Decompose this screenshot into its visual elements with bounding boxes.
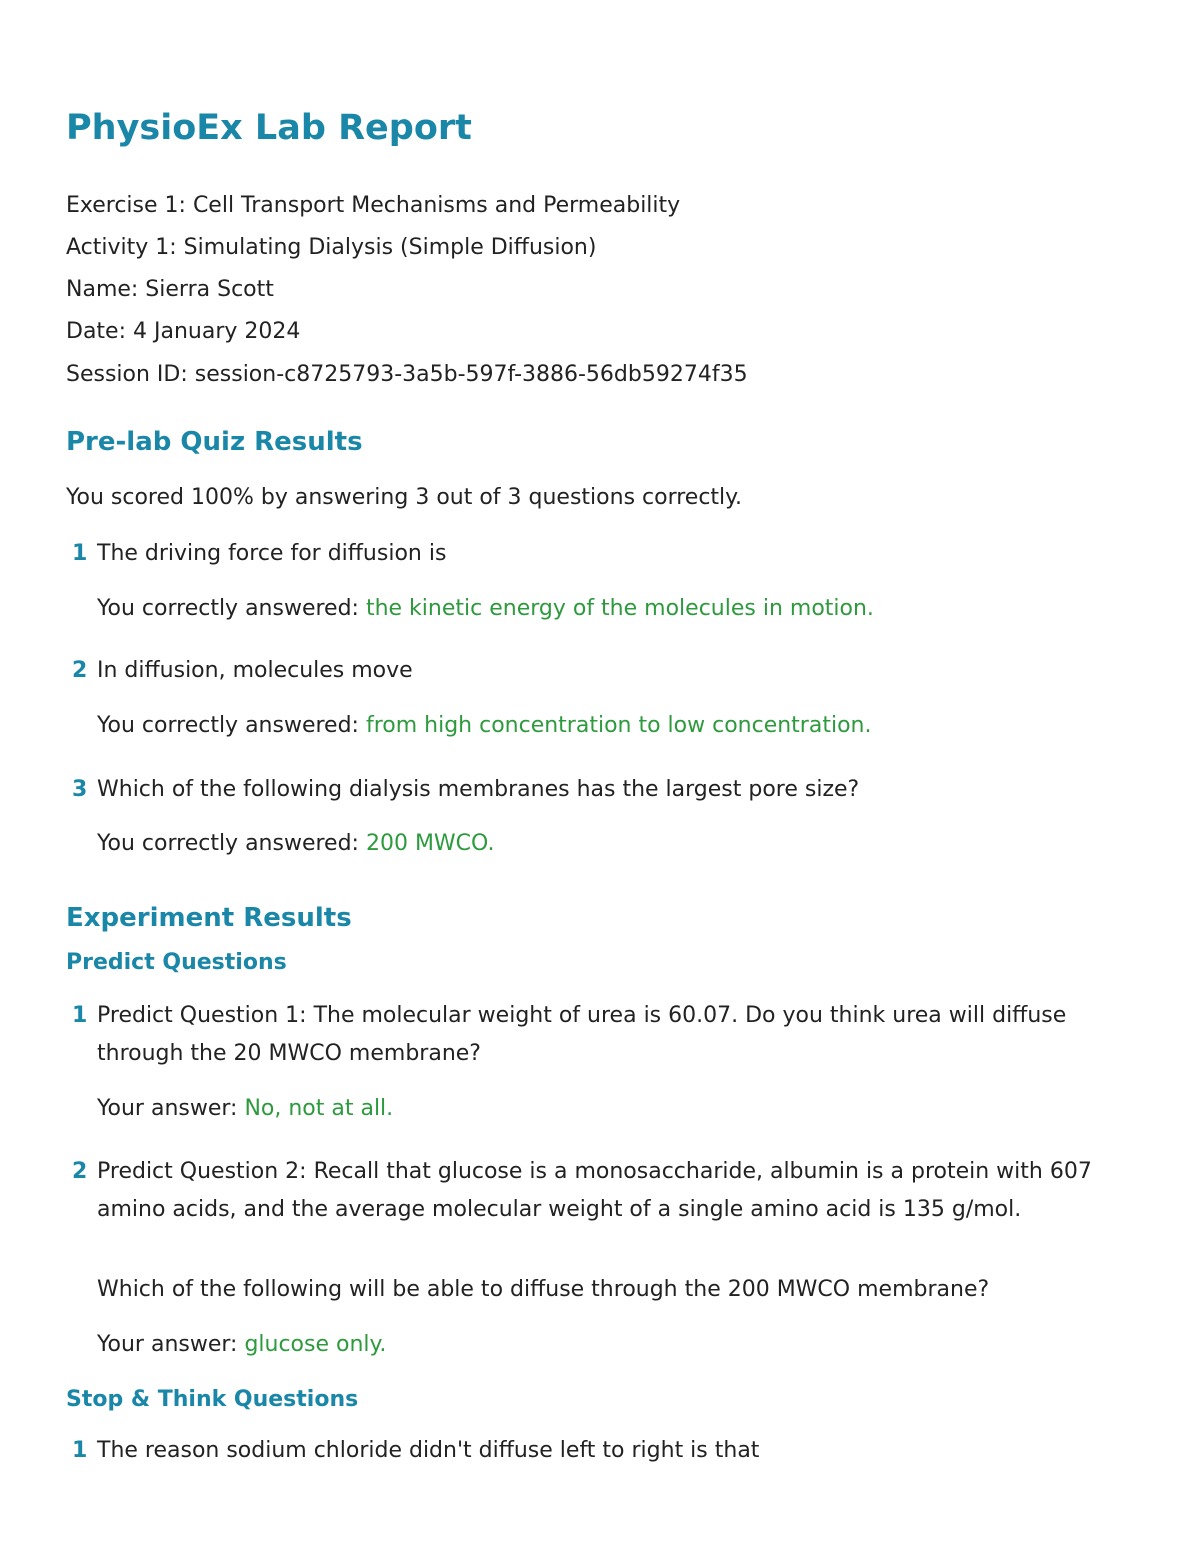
question-text: Which of the following dialysis membranes has the largest pore size? xyxy=(97,777,860,802)
question-text: Predict Question 2: Recall that glucose is a monosaccharide, albumin is a protein with 607 amino acids, and the average molecular weight of a single amino acid is 135 g/mol. xyxy=(97,1159,1092,1222)
question-text: The reason sodium chloride didn't diffuse left to right is that xyxy=(97,1438,760,1463)
prelab-heading: Pre-lab Quiz Results xyxy=(66,427,363,457)
activity-line: Activity 1: Simulating Dialysis (Simple Diffusion) xyxy=(66,235,597,260)
session-id: Session ID: session-c8725793-3a5b-597f-3886-56db59274f35 xyxy=(66,362,748,387)
prelab-score: You scored 100% by answering 3 out of 3 questions correctly. xyxy=(66,485,743,510)
answer-line xyxy=(97,1330,386,1360)
experiment-heading: Experiment Results xyxy=(66,903,352,933)
answer-line xyxy=(97,829,494,859)
question-number: 1 xyxy=(72,1003,88,1028)
answer-prefix: Your answer: xyxy=(97,1332,245,1357)
answer-value: the kinetic energy of the molecules in motion. xyxy=(365,596,874,621)
answer-line xyxy=(97,594,874,624)
answer-value: from high concentration to low concentration. xyxy=(365,713,872,738)
answer-prefix: You correctly answered: xyxy=(97,713,366,738)
report-title: PhysioEx Lab Report xyxy=(66,108,472,148)
question-number: 1 xyxy=(72,1438,88,1463)
answer-value: No, not at all. xyxy=(244,1096,394,1121)
answer-prefix: You correctly answered: xyxy=(97,831,366,856)
question-text: The driving force for diffusion is xyxy=(97,541,447,566)
question-number: 2 xyxy=(72,658,88,683)
exercise-line: Exercise 1: Cell Transport Mechanisms and Permeability xyxy=(66,193,681,218)
question-text: Predict Question 1: The molecular weight of urea is 60.07. Do you think urea will diffuse through the 20 MWCO membrane? xyxy=(97,1003,1067,1066)
stop-think-heading: Stop & Think Questions xyxy=(66,1387,359,1412)
answer-prefix: Your answer: xyxy=(97,1096,245,1121)
question-text: In diffusion, molecules move xyxy=(97,658,413,683)
answer-prefix: You correctly answered: xyxy=(97,596,366,621)
answer-line xyxy=(97,711,871,741)
answer-line xyxy=(97,1094,393,1124)
question-number: 2 xyxy=(72,1159,88,1184)
question-number: 1 xyxy=(72,541,88,566)
answer-value: 200 MWCO. xyxy=(365,831,495,856)
answer-value: glucose only. xyxy=(244,1332,387,1357)
predict-heading: Predict Questions xyxy=(66,950,287,975)
student-name: Name: Sierra Scott xyxy=(66,277,274,302)
report-date: Date: 4 January 2024 xyxy=(66,319,301,344)
question-subtext: Which of the following will be able to diffuse through the 200 MWCO membrane? xyxy=(97,1277,990,1302)
question-number: 3 xyxy=(72,777,88,802)
